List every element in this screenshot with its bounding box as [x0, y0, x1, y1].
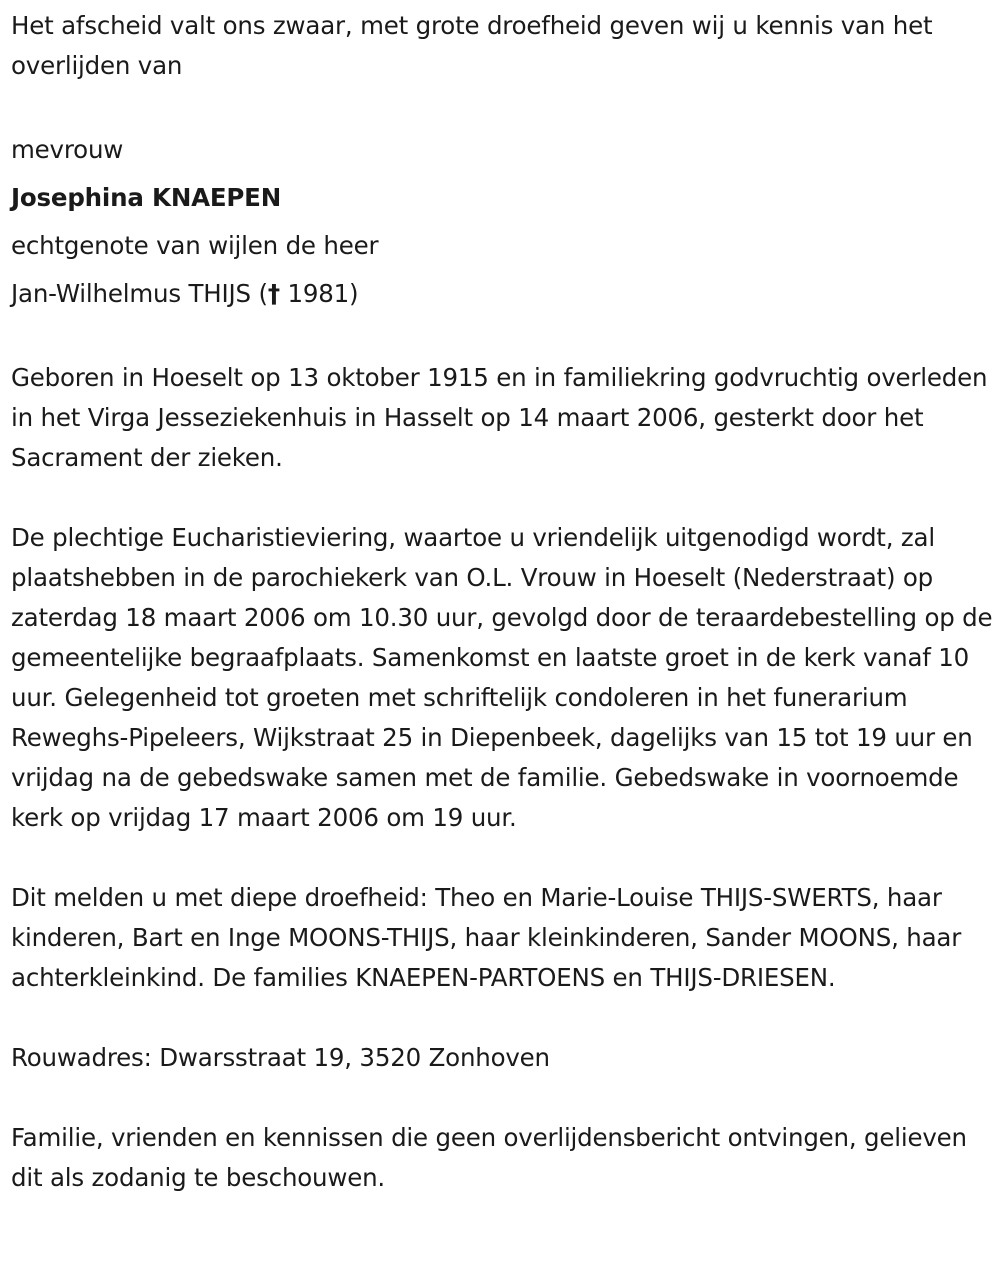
- spacer: [11, 86, 995, 126]
- deceased-title: mevrouw: [11, 135, 124, 164]
- obituary-document: [11, 0, 995, 1198]
- spacer: [11, 1078, 995, 1118]
- closing-paragraph: Familie, vrienden en kennissen die geen overlijdensbericht ontvingen, gelieven dit als zodanig te beschouwen.: [11, 1123, 967, 1192]
- ceremony-paragraph: De plechtige Eucharistieviering, waartoe u vriendelijk uitgenodigd wordt, zal plaatshebben in de parochiekerk van O.L. Vrouw in Hoeselt (Nederstraat) op zaterdag 18 maart 2006 om 10.30 uur, gevolgd door de teraardebestelling op de gemeentelijke begraafplaats. Samenkomst en laatste groet in de kerk vanaf 10 uur. Gelegenheid tot groeten met schriftelijk condoleren in het funerarium Reweghs-Pipeleers, Wijkstraat 25 in Diepenbeek, dagelijks van 15 tot 19 uur en vrijdag na de gebedswake samen met de familie. Gebedswake in voornoemde kerk op vrijdag 17 maart 2006 om 19 uur.: [11, 523, 993, 832]
- spouse-death-year: 1981): [287, 279, 359, 308]
- spacer: [11, 838, 995, 878]
- cross-icon: †: [267, 279, 280, 308]
- mourning-address: Rouwadres: Dwarsstraat 19, 3520 Zonhoven: [11, 1043, 550, 1072]
- spacer: [11, 318, 995, 358]
- spacer: [11, 478, 995, 518]
- announcers-paragraph: Dit melden u met diepe droefheid: Theo en Marie-Louise THIJS-SWERTS, haar kinderen, Bart en Inge MOONS-THIJS, haar kleinkinderen, Sander MOONS, haar achterkleinkind. De families KNAEPEN-PARTOENS en THIJS-DRIESEN.: [11, 883, 962, 992]
- birth-death-paragraph: Geboren in Hoeselt op 13 oktober 1915 en in familiekring godvruchtig overleden in het Virga Jesseziekenhuis in Hasselt op 14 maart 2006, gesterkt door het Sacrament der zieken.: [11, 363, 988, 472]
- spacer: [11, 998, 995, 1038]
- deceased-block: [11, 126, 995, 318]
- intro-paragraph: Het afscheid valt ons zwaar, met grote droefheid geven wij u kennis van het overlijden van: [11, 11, 933, 80]
- deceased-name: Josephina KNAEPEN: [11, 183, 282, 212]
- spouse-line: [11, 270, 995, 318]
- spouse-relation: echtgenote van wijlen de heer: [11, 231, 379, 260]
- spouse-name: Jan-Wilhelmus THIJS (: [11, 279, 268, 308]
